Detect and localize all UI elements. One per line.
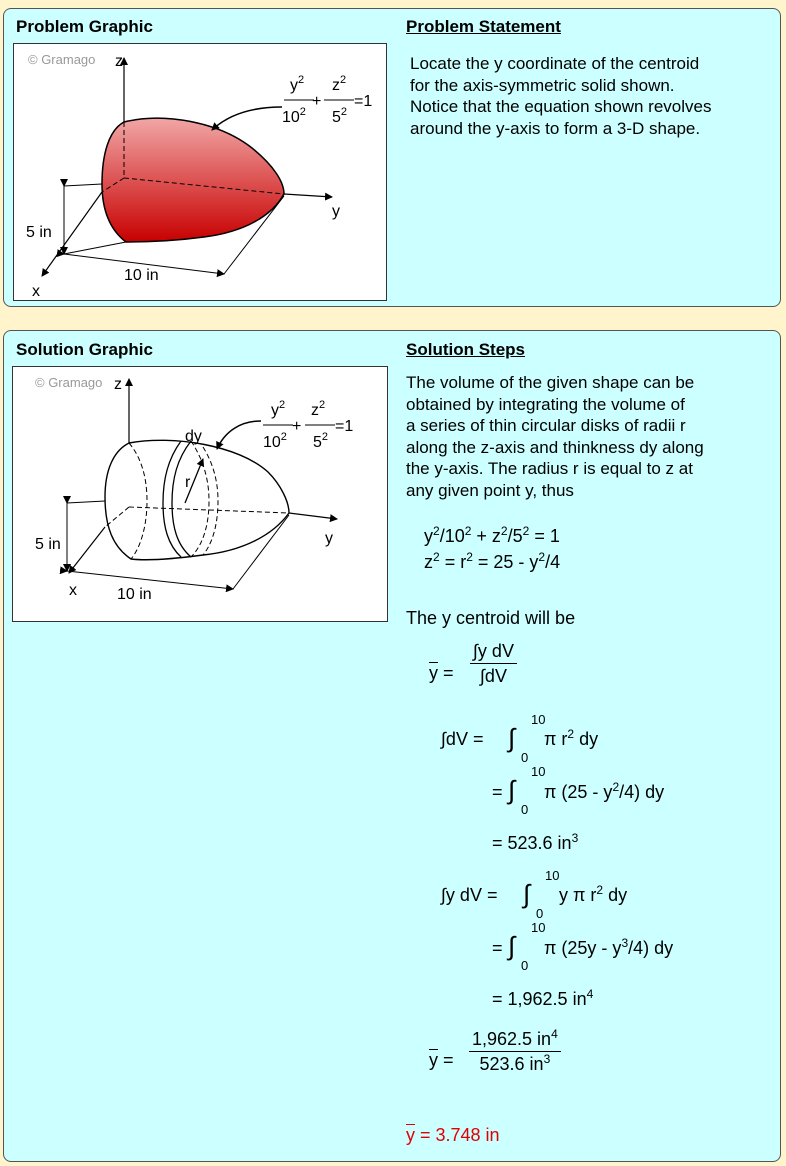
problem-statement-text [410,53,711,139]
ybar-def-denominator: ∫dV [480,666,507,686]
dv-result: = 523.6 $in^3$ [492,831,579,853]
eq-den-1: $10^2$ [263,431,287,451]
statement-line: for the axis-symmetric solid shown. [410,75,675,95]
dv-integrand-1: π $r^2$ dy [544,727,599,749]
statement-line: Locate the y coordinate of the centroid [410,54,700,73]
x-axis-label: x [69,582,77,599]
dv-equals-2: = [492,782,503,802]
lower-limit: 0 [521,802,529,817]
length-dimension-label: 10 in [117,586,152,603]
height-ext-bottom [64,242,126,254]
solid-body [102,118,284,242]
equation-pointer-arrow [212,107,282,130]
intro-line: along the z-axis and thinkness dy along [406,437,704,457]
solution-panel [3,330,781,1162]
eq-num-1: $y^2$ [290,74,305,94]
lower-limit: 0 [521,750,529,765]
final-denominator: 523.6 $in^3$ [479,1052,551,1074]
eq-num-2: $z^2$ [332,74,347,94]
ydv-equals-2: = [492,938,503,958]
ellipse-equation: $y^2/10^2 + z^2/5^2 = 1$ [424,524,560,546]
integral-sign: ∫ [508,723,516,753]
x-axis [69,527,105,573]
upper-limit: 10 [531,764,546,779]
eq-num-1: $y^2$ [271,399,286,419]
integral-sign: ∫ [523,879,531,909]
y-axis-label: y [332,203,340,220]
ybar-final-fraction [469,1029,561,1075]
height-ext-top [67,501,105,503]
problem-graphic [13,43,387,301]
intro-line: the y-axis. The radius r is equal to z at [406,459,693,478]
integral-sign: ∫ [508,775,516,805]
y-axis-label: y [325,530,333,547]
y-axis [289,513,337,519]
solution-graphic [12,366,388,622]
ydv-lhs: ∫y dV = [441,885,498,905]
upper-limit: 10 [531,712,546,727]
y-axis [284,194,332,197]
final-numerator: 1,962.5 $in^4$ [469,1029,561,1052]
height-ext-top [64,184,102,186]
problem-statement-title: Problem Statement [406,17,561,36]
final-answer: $\overline{y} = 3.748$ in [406,1125,500,1145]
statement-line: Notice that the equation shown revolves [410,97,712,116]
intro-line: a series of thin circular disks of radii r [406,416,686,435]
x-axis-label: x [32,283,40,300]
upper-limit: 10 [545,868,560,883]
radius-equation: $z^2 = r^2 = 25 - y^2/4$ [424,550,561,572]
intro-line: The volume of the given shape can be [406,373,695,392]
lower-limit: 0 [536,906,544,921]
solution-disk-figure [13,367,389,623]
z-axis-label: z [115,53,123,70]
height-dimension-label: 5 in [26,224,52,241]
dv-lhs: ∫dV = [441,729,484,749]
eq-plus: + [312,93,322,110]
intro-line: obtained by integrating the volume of [406,394,685,414]
dv-integrand-2: π $(25 - y^2/4)$ dy [544,780,665,802]
eq-plus: + [292,418,302,435]
problem-solid-figure [14,44,388,302]
ybar-def-fraction [470,641,517,687]
eq-num-2: $z^2$ [311,399,326,419]
intro-line: any given point y, thus [406,480,574,500]
problem-panel [3,8,781,307]
upper-limit: 10 [531,920,546,935]
eq-den-1: $10^2$ [282,106,306,126]
eq-rhs: =1 [354,93,373,110]
height-dimension-label: 5 in [35,536,61,553]
solution-steps-title: Solution Steps [406,340,525,359]
eq-den-2: $5^2$ [313,431,329,451]
problem-graphic-title: Problem Graphic [16,17,153,36]
ybar-final-lhs: $\overline{y}$ = [429,1050,454,1070]
centroid-intro: The y centroid will be [406,608,576,628]
solid-outline [105,440,289,559]
copyright-text: © Gramago [28,52,96,67]
equation-pointer-arrow [217,421,261,449]
statement-line: around the y-axis to form a 3-D shape. [410,118,701,138]
solution-graphic-title: Solution Graphic [16,340,153,359]
z-axis-label: z [114,376,122,393]
integral-sign: ∫ [508,931,516,961]
ybar-def-lhs: $\overline{y}$ = [429,663,454,683]
eq-rhs: =1 [335,418,354,435]
solution-intro-text [406,372,704,501]
dy-label: dy [185,428,202,445]
copyright-text: © Gramago [35,375,103,390]
eq-den-2: $5^2$ [332,106,348,126]
ybar-def-numerator: ∫y dV [470,641,517,664]
lower-limit: 0 [521,958,529,973]
ydv-integrand-2: π $(25y - y^3/4)$ dy [544,936,674,958]
ydv-integrand-1: y π $r^2$ dy [559,883,628,905]
length-dimension-label: 10 in [124,267,159,284]
radius-label: r [185,474,191,491]
ydv-result: = 1,962.5 $in^4$ [492,987,594,1009]
